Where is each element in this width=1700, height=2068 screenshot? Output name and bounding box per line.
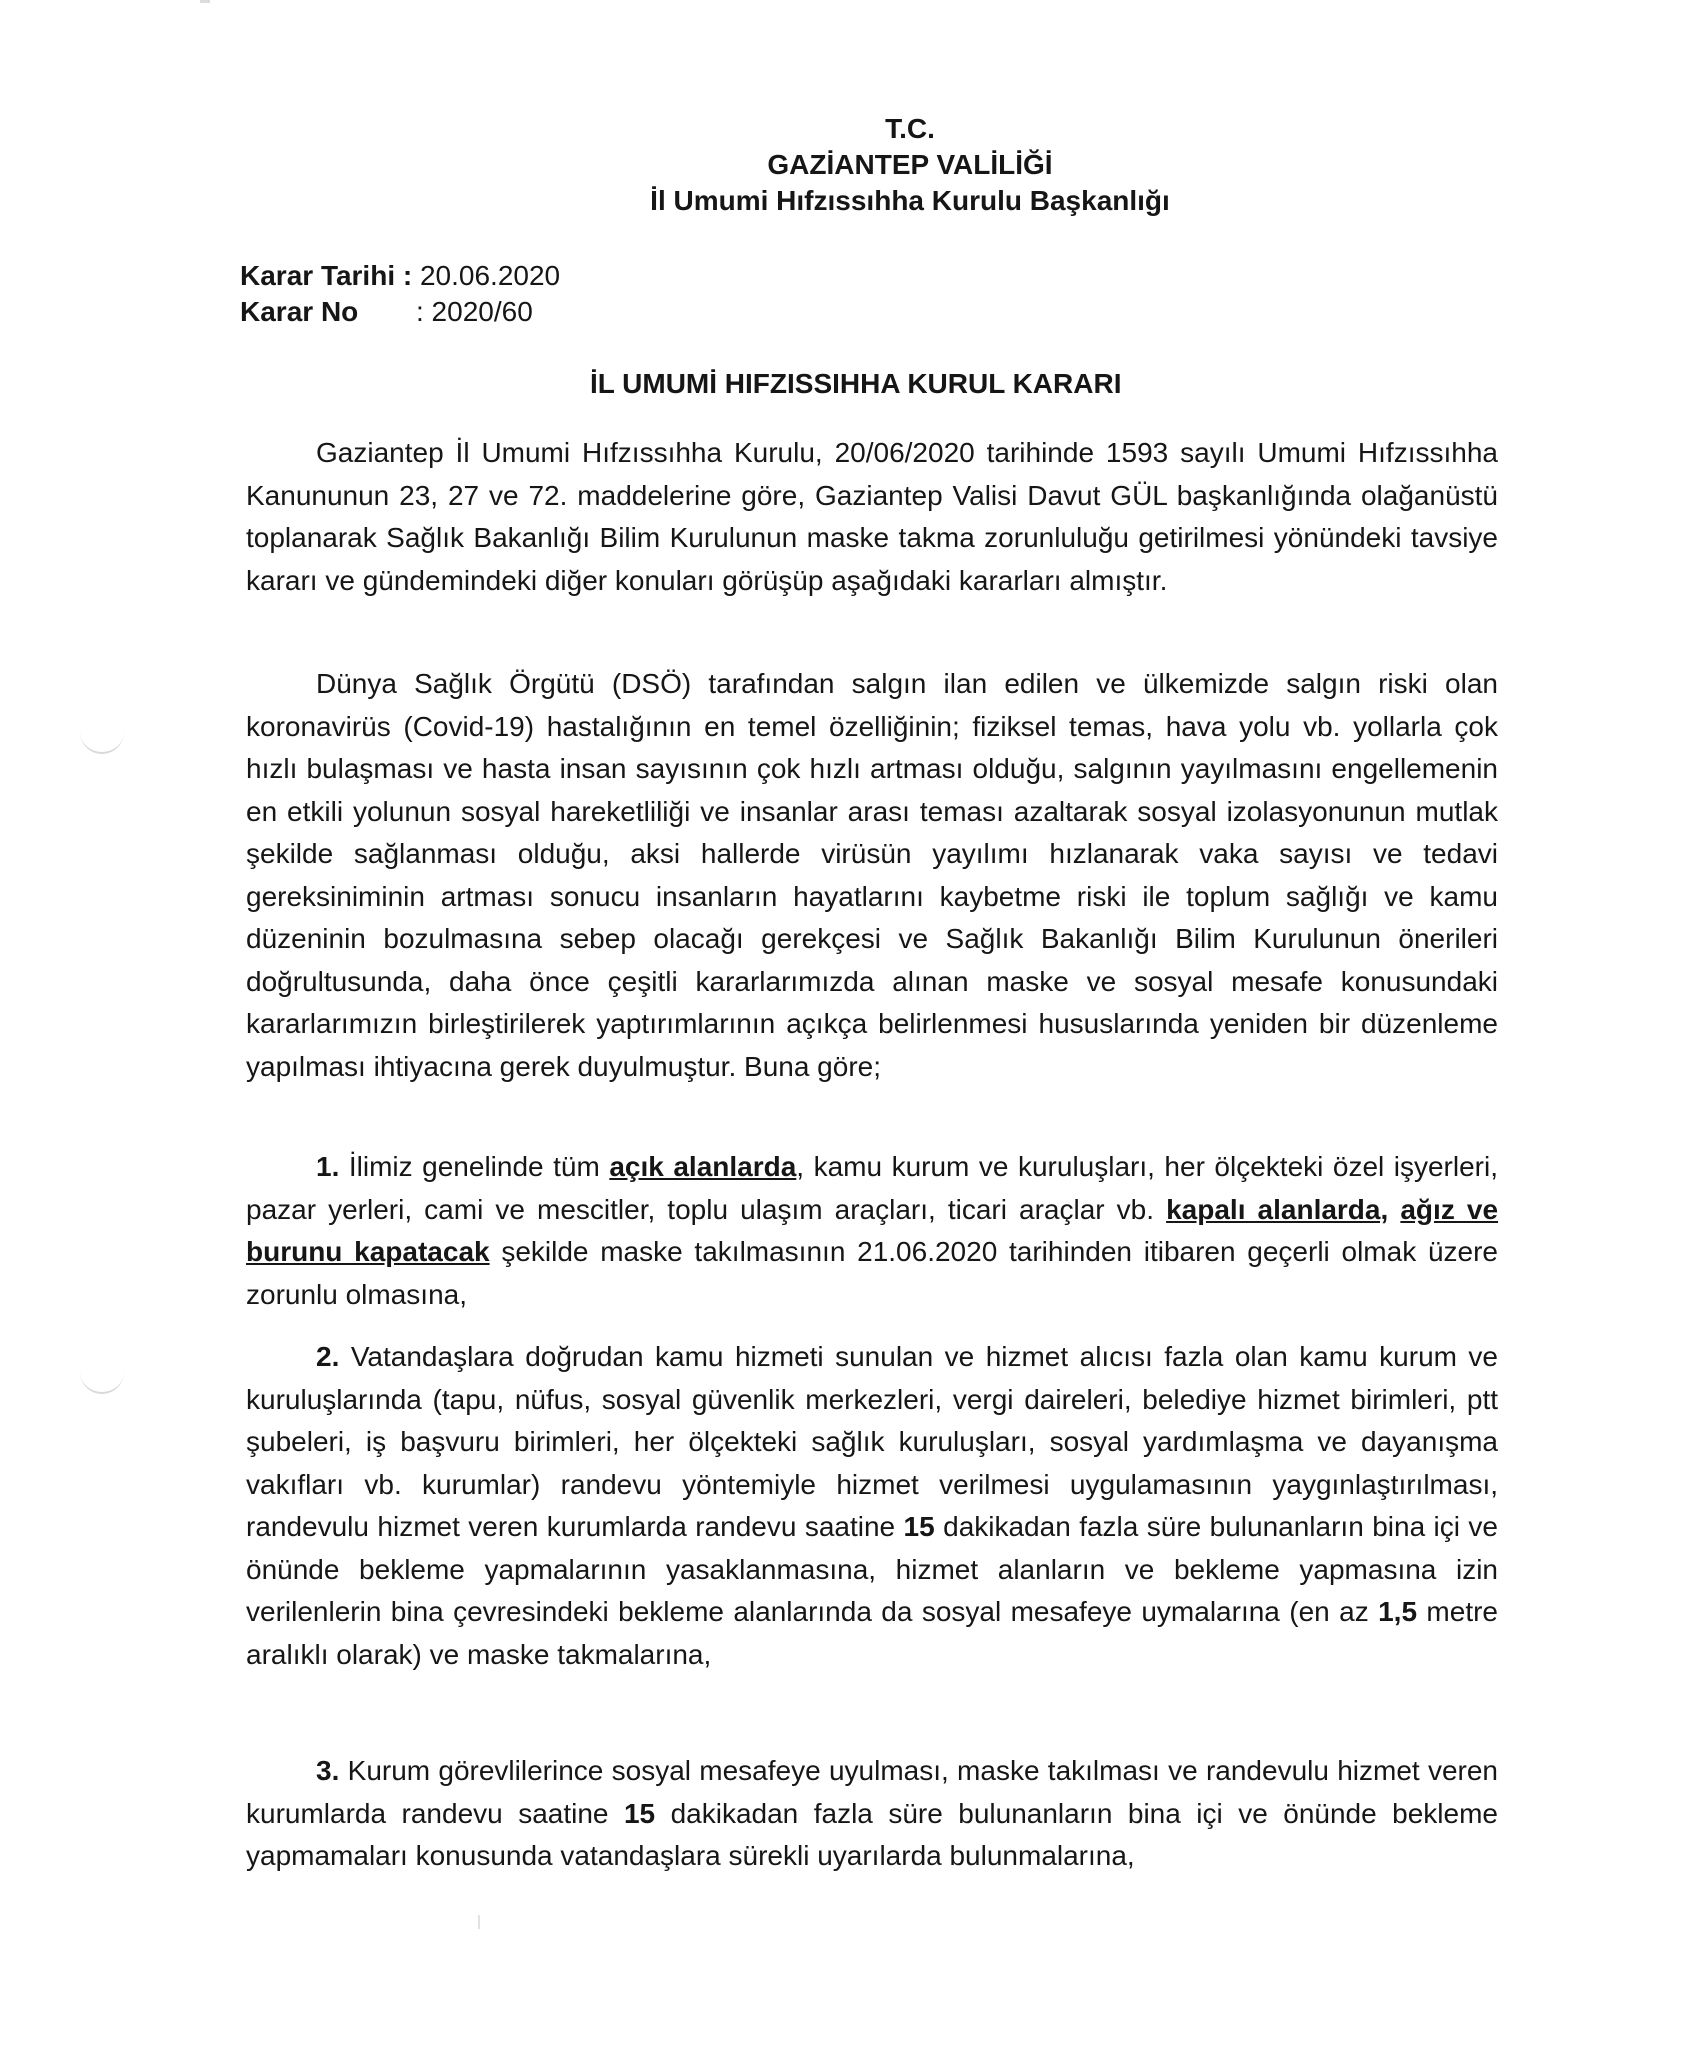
context-text: Dünya Sağlık Örgütü (DSÖ) tarafından salgın ilan edilen ve ülkemizde salgın riski olan koronavirüs (Covid-19) hastalığının en temel özelliğinin; fiziksel temas, hava yolu vb. yollarla çok hızlı bulaşması ve hasta insan sayısının çok hızlı artması olduğu, salgının yayılmasını engellemenin en etkili yolunun sosyal hareketliliği ve insanlar arası teması azaltarak sosyal izolasyonunun mutlak şekilde sağlanması olduğu, aksi hallerde virüsün yayılımı hızlanarak vaka sayısı ve tedavi gereksiniminin artması sonucu insanların hayatlarını kaybetme riski ile toplum sağlığı ve kamu düzeninin bozulmasına sebep olacağı gerekçesi ve Sağlık Bakanlığı Bilim Kurulunun önerileri doğrultusunda, daha önce çeşitli kararlarımızda alınan maske ve sosyal mesafe konusundaki kararlarımızın birleştirilerek yaptırımlarının açıkça belirlenmesi hususlarında yeniden bir düzenleme yapılması ihtiyacına gerek duyulmuştur. Buna göre; (246, 668, 1498, 1082)
item-number: 1. (316, 1151, 340, 1182)
header-country: T.C. (885, 113, 935, 144)
scan-mark (478, 1915, 480, 1929)
decision-no-row (240, 294, 560, 330)
item-text: dakikadan fazla süre bulunanların bina içi ve önünde bekleme yapmamaları konusunda vatandaşlara sürekli uyarılarda bulunmalarına, (246, 1797, 1498, 1871)
decision-no-value: : 2020/60 (416, 296, 533, 327)
intro-paragraph (246, 432, 1498, 602)
punch-hole-mark (80, 1370, 124, 1394)
decision-item-3 (246, 1750, 1498, 1878)
emphasis-text: 15 (623, 1797, 656, 1829)
decision-date-value: 20.06.2020 (412, 260, 561, 291)
context-paragraph (246, 663, 1498, 1088)
emphasis-text: 1,5 (1378, 1596, 1418, 1627)
item-text: Vatandaşlara doğrudan kamu hizmeti sunulan ve hizmet alıcısı fazla olan kamu kurum ve kuruluşlarında (tapu, nüfus, sosyal güvenlik merkezleri, vergi daireleri, belediye hizmet birimleri, ptt şubeleri, iş başvuru birimleri, her ölçekteki sağlık kuruluşları, sosyal yardımlaşma ve dayanışma vakıfları vb. kurumlar) randevu yöntemiyle hizmet verilmesi uygulamasının yaygınlaştırılması, randevulu hizmet veren kurumlarda randevu saatine (246, 1341, 1498, 1542)
decision-date-row (240, 258, 560, 294)
emphasis-text: açık alanlarda (609, 1151, 797, 1182)
item-text: metre aralıklı olarak) ve maske takmalarına, (246, 1596, 1498, 1670)
punch-hole-mark (80, 730, 124, 754)
scan-mark (200, 0, 210, 3)
header-governorship: GAZİANTEP VALİLİĞİ (767, 149, 1053, 180)
item-text: Kurum görevlilerince sosyal mesafeye uyulması, maske takılması ve randevulu hizmet veren kurumlarda randevu saatine (246, 1755, 1498, 1829)
item-text: dakikadan fazla süre bulunanların bina içi ve önünde bekleme yapmalarının yasaklanmasına, hizmet alanların ve bekleme yapmasına izin verilenlerin bina çevresindeki bekleme alanlarında da sosyal mesafeye uymalarına (en az (246, 1511, 1498, 1627)
item-text: , kamu kurum ve kuruluşları, her ölçekteki özel işyerleri, pazar yerleri, cami ve mescitler, toplu ulaşım araçları, ticari araçlar vb. (246, 1151, 1498, 1225)
decision-meta (240, 258, 560, 330)
emphasis-text: kapalı alanlarda, (1166, 1193, 1389, 1225)
item-text: İlimiz genelinde tüm (339, 1151, 610, 1182)
header-board: İl Umumi Hıfzıssıhha Kurulu Başkanlığı (650, 185, 1170, 216)
item-number: 3. (316, 1755, 340, 1786)
emphasis-text: ağız ve burunu kapatacak (246, 1193, 1499, 1267)
decision-item-2 (246, 1336, 1498, 1676)
item-text (1388, 1194, 1400, 1225)
decision-no-label: Karar No (240, 296, 359, 327)
document-title: İL UMUMİ HIFZISSIHHA KURUL KARARI (590, 368, 1122, 399)
decision-date-label: Karar Tarihi : (240, 260, 413, 291)
emphasis-text: 15 (903, 1511, 935, 1542)
decision-item-1 (246, 1146, 1498, 1316)
intro-text: Gaziantep İl Umumi Hıfzıssıhha Kurulu, 20/06/2020 tarihinde 1593 sayılı Umumi Hıfzıssıhha Kanununun 23, 27 ve 72. maddelerine göre, Gaziantep Valisi Davut GÜL başkanlığında olağanüstü toplanarak Sağlık Bakanlığı Bilim Kurulunun maske takma zorunluluğu getirilmesi yönündeki tavsiye kararı ve gündemindeki diğer konuları görüşüp aşağıdaki kararları almıştır. (246, 437, 1498, 596)
item-number: 2. (316, 1341, 340, 1372)
item-text: şekilde maske takılmasının 21.06.2020 tarihinden itibaren geçerli olmak üzere zorunlu olmasına, (246, 1236, 1498, 1310)
